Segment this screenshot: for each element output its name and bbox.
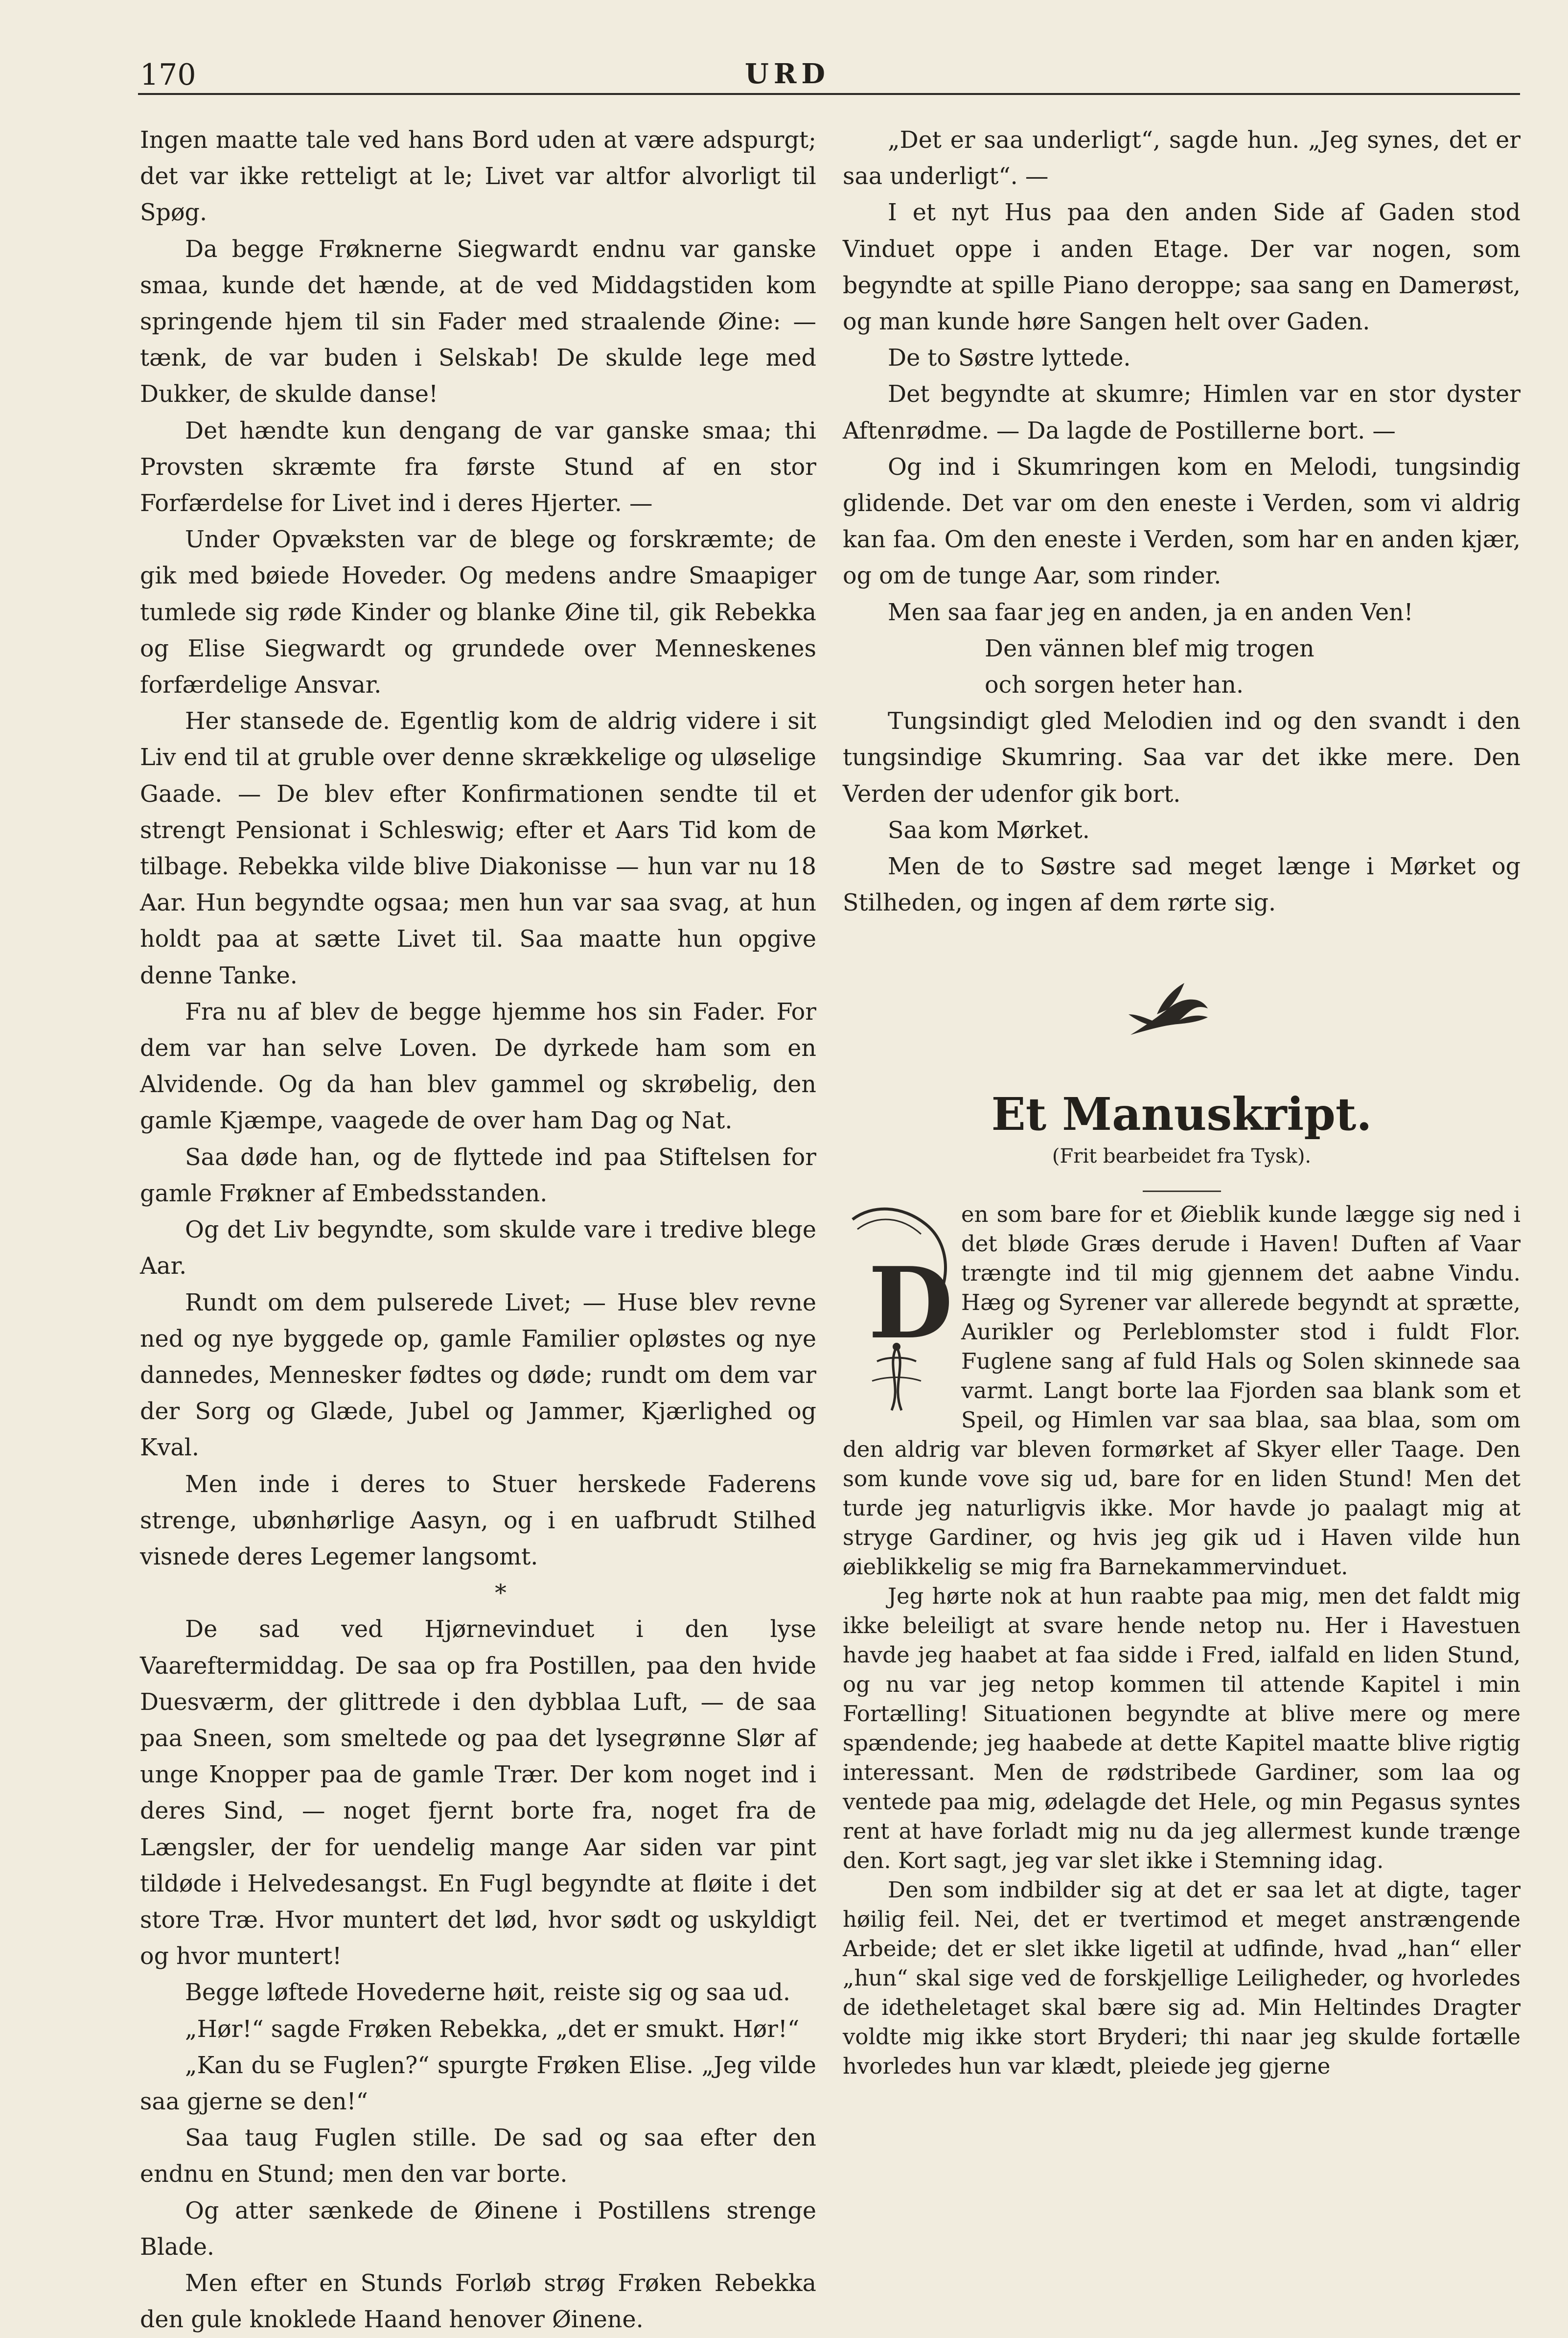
paragraph: Saa kom Mørket.: [888, 817, 1090, 844]
paragraph: De sad ved Hjørnevinduet i den lyse Vaareftermiddag. De saa op fra Postillen, paa den hvide Duesværm, der glittrede i den dybblaa Luft, — de saa paa Sneen, som smeltede og paa det lysegrønne Slør af unge Knopper paa de gamle Trær. Der kom noget ind i deres Sind, — noget fjernt borte fra, noget fra de Længsler, der for uendelig mange Aar siden var pint tildøde i Helvedesangst. En Fugl begyndte at fløite i det store Træ. Hvor muntert det lød, hvor sødt og uskyldigt og hvor muntert!: [140, 1616, 816, 1970]
paragraph: I et nyt Hus paa den anden Side af Gaden stod Vinduet oppe i anden Etage. Der var nogen, som begyndte at spille Piano deroppe; saa sang en Damerøst, og man kunde høre Sangen helt over Gaden.: [843, 199, 1521, 336]
paragraph: Og atter sænkede de Øinene i Postillens strenge Blade.: [140, 2197, 816, 2261]
paragraph: Da begge Frøknerne Siegwardt endnu var ganske smaa, kunde det hænde, at de ved Middagstiden kom springende hjem til sin Fader med straalende Øine: — tænk, de var buden i Selskab! De skulde lege med Dukker, de skulde danse!: [140, 235, 816, 408]
paragraph: Saa taug Fuglen stille. De sad og saa efter den endnu en Stund; men den var borte.: [140, 2125, 816, 2188]
article-subtitle: (Frit bearbeidet fra Tysk).: [1052, 1145, 1312, 1168]
paragraph: Tungsindigt gled Melodien ind og den svandt i den tungsindige Skumring. Saa var det ikke mere. Den Verden der udenfor gik bort.: [843, 708, 1521, 808]
paragraph: Det begyndte at skumre; Himlen var en stor dyster Aftenrødme. — Da lagde de Postillerne bort. —: [843, 381, 1521, 444]
paragraph: „Kan du se Fuglen?“ spurgte Frøken Elise. „Jeg vilde saa gjerne se den!“: [140, 2052, 816, 2115]
swallow-icon: [1127, 980, 1210, 1039]
section-separator: *: [495, 1580, 507, 1607]
title-rule: [1143, 1191, 1221, 1192]
ornamental-initial: [843, 1200, 955, 1415]
paragraph: Under Opvæksten var de blege og forskræmte; de gik med bøiede Hoveder. Og medens andre Smaapiger tumlede sig røde Kinder og blanke Øine til, gik Rebekka og Elise Siegwardt og grundede over Menneskenes forfærdelige Ansvar.: [140, 526, 816, 699]
paragraph: Begge løftede Hovederne høit, reiste sig og saa ud.: [185, 1979, 790, 2007]
paragraph: Jeg hørte nok at hun raabte paa mig, men det faldt mig ikke beleiligt at svare hende netop nu. Her i Havestuen havde jeg haabet at faa sidde i Fred, ialfald en liden Stund, og nu var jeg netop kommen til attende Kapitel i min Fortælling! Situationen begyndte at blive mere og mere spændende; jeg haabede at dette Kapitel maatte blive rigtig interessant. Men de rødstribede Gardiner, som laa og ventede paa mig, ødelagde det Hele, og min Pegasus syntes rent at have forladt mig nu da jeg allermest kunde trænge den. Kort sagt, jeg var slet ikke i Stemning idag.: [843, 1583, 1521, 1874]
drop-cap-letter: D: [868, 1246, 953, 1361]
article-title: Et Manuskript.: [991, 1088, 1372, 1141]
paragraph: Men de to Søstre sad meget længe i Mørket og Stilheden, og ingen af dem rørte sig.: [843, 853, 1521, 917]
journal-title: URD: [745, 58, 830, 90]
right-column: [843, 122, 1521, 2081]
paragraph: en som bare for et Øieblik kunde lægge sig ned i det bløde Græs derude i Haven! Duften af Vaar trængte ind til mig gjennem det aabne Vindu. Hæg og Syrener var allerede begyndt at sprætte, Aurikler og Perleblomster stod i fuldt Flor. Fuglene sang af fuld Hals og Solen skinnede saa varmt. Langt borte laa Fjorden saa blank som et Speil, og Himlen var saa blaa, saa blaa, som om den aldrig var bleven formørket af Skyer eller Taage. Den som kunde vove sig ud, bare for en liden Stund! Men det turde jeg naturligvis ikke. Mor havde jo paalagt mig at stryge Gardiner, og hvis jeg gik ud i Haven vilde hun øieblikkelig se mig fra Barnekammervinduet.: [843, 1201, 1521, 1580]
paragraph: Og det Liv begyndte, som skulde vare i tredive blege Aar.: [140, 1216, 816, 1280]
paragraph: Her stansede de. Egentlig kom de aldrig videre i sit Liv end til at gruble over denne skrækkelige og uløselige Gaade. — De blev efter Konfirmationen sendte til et strengt Pensionat i Schleswig; efter et Aars Tid kom de tilbage. Rebekka vilde blive Diakonisse — hun var nu 18 Aar. Hun begyndte ogsaa; men hun var saa svag, at hun holdt paa at sætte Livet til. Saa maatte hun opgive denne Tanke.: [140, 708, 816, 989]
paragraph: Men saa faar jeg en anden, ja en anden Ven!: [888, 599, 1413, 626]
page-number: 170: [140, 58, 196, 92]
paragraph: Rundt om dem pulserede Livet; — Huse blev revne ned og nye byggede op, gamle Familier opløstes og nye dannedes, Mennesker fødtes og døde; rundt om dem var der Sorg og Glæde, Jubel og Jammer, Kjærlighed og Kval.: [140, 1289, 816, 1462]
paragraph: Det hændte kun dengang de var ganske smaa; thi Provsten skræmte fra første Stund af en stor Forfærdelse for Livet ind i deres Hjerter. —: [140, 417, 816, 517]
paragraph: Den som indbilder sig at det er saa let at digte, tager høilig feil. Nei, det er tvertimod et meget anstrængende Arbeide; det er slet ikke ligetil at udfinde, hvad „han“ eller „hun“ skal sige ved de forskjellige Leiligheder, og hvorledes de idetheletaget skal bære sig ad. Min Heltindes Dragter voldte mig ikke stort Bryderi; thi naar jeg skulde fortælle hvorledes hun var klædt, pleiede jeg gjerne: [843, 1877, 1521, 2080]
song-line: Den vännen blef mig trogen: [985, 635, 1314, 662]
swallow-ornament: [843, 921, 1521, 1083]
paragraph: De to Søstre lyttede.: [888, 345, 1131, 372]
paragraph: „Det er saa underligt“, sagde hun. „Jeg synes, det er saa underligt“. —: [843, 127, 1521, 190]
header-rule: [138, 93, 1520, 95]
paragraph: Men inde i deres to Stuer herskede Faderens strenge, ubønhørlige Aasyn, og i en uafbrudt Stilhed visnede deres Legemer langsomt.: [140, 1471, 816, 1570]
paragraph: Fra nu af blev de begge hjemme hos sin Fader. For dem var han selve Loven. De dyrkede ham som en Alvidende. Og da han blev gammel og skrøbelig, den gamle Kjæmpe, vaagede de over ham Dag og Nat.: [140, 998, 816, 1135]
paragraph: Ingen maatte tale ved hans Bord uden at være adspurgt; det var ikke retteligt at le; Livet var altfor alvorligt til Spøg.: [140, 127, 816, 227]
left-column: [140, 122, 816, 2338]
article-body: [843, 1200, 1521, 2081]
paragraph: Men efter en Stunds Forløb strøg Frøken Rebekka den gule knoklede Haand henover Øinene.: [140, 2269, 816, 2334]
paragraph: „Hør!“ sagde Frøken Rebekka, „det er smukt. Hør!“: [185, 2015, 800, 2043]
paragraph: Og ind i Skumringen kom en Melodi, tungsindig glidende. Det var om den eneste i Verden, som vi aldrig kan faa. Om den eneste i Verden, som har en anden kjær, og om de tunge Aar, som rinder.: [843, 453, 1521, 590]
paragraph: Saa døde han, og de flyttede ind paa Stiftelsen for gamle Frøkner af Embedsstanden.: [140, 1144, 816, 1207]
song-line: och sorgen heter han.: [985, 672, 1244, 699]
